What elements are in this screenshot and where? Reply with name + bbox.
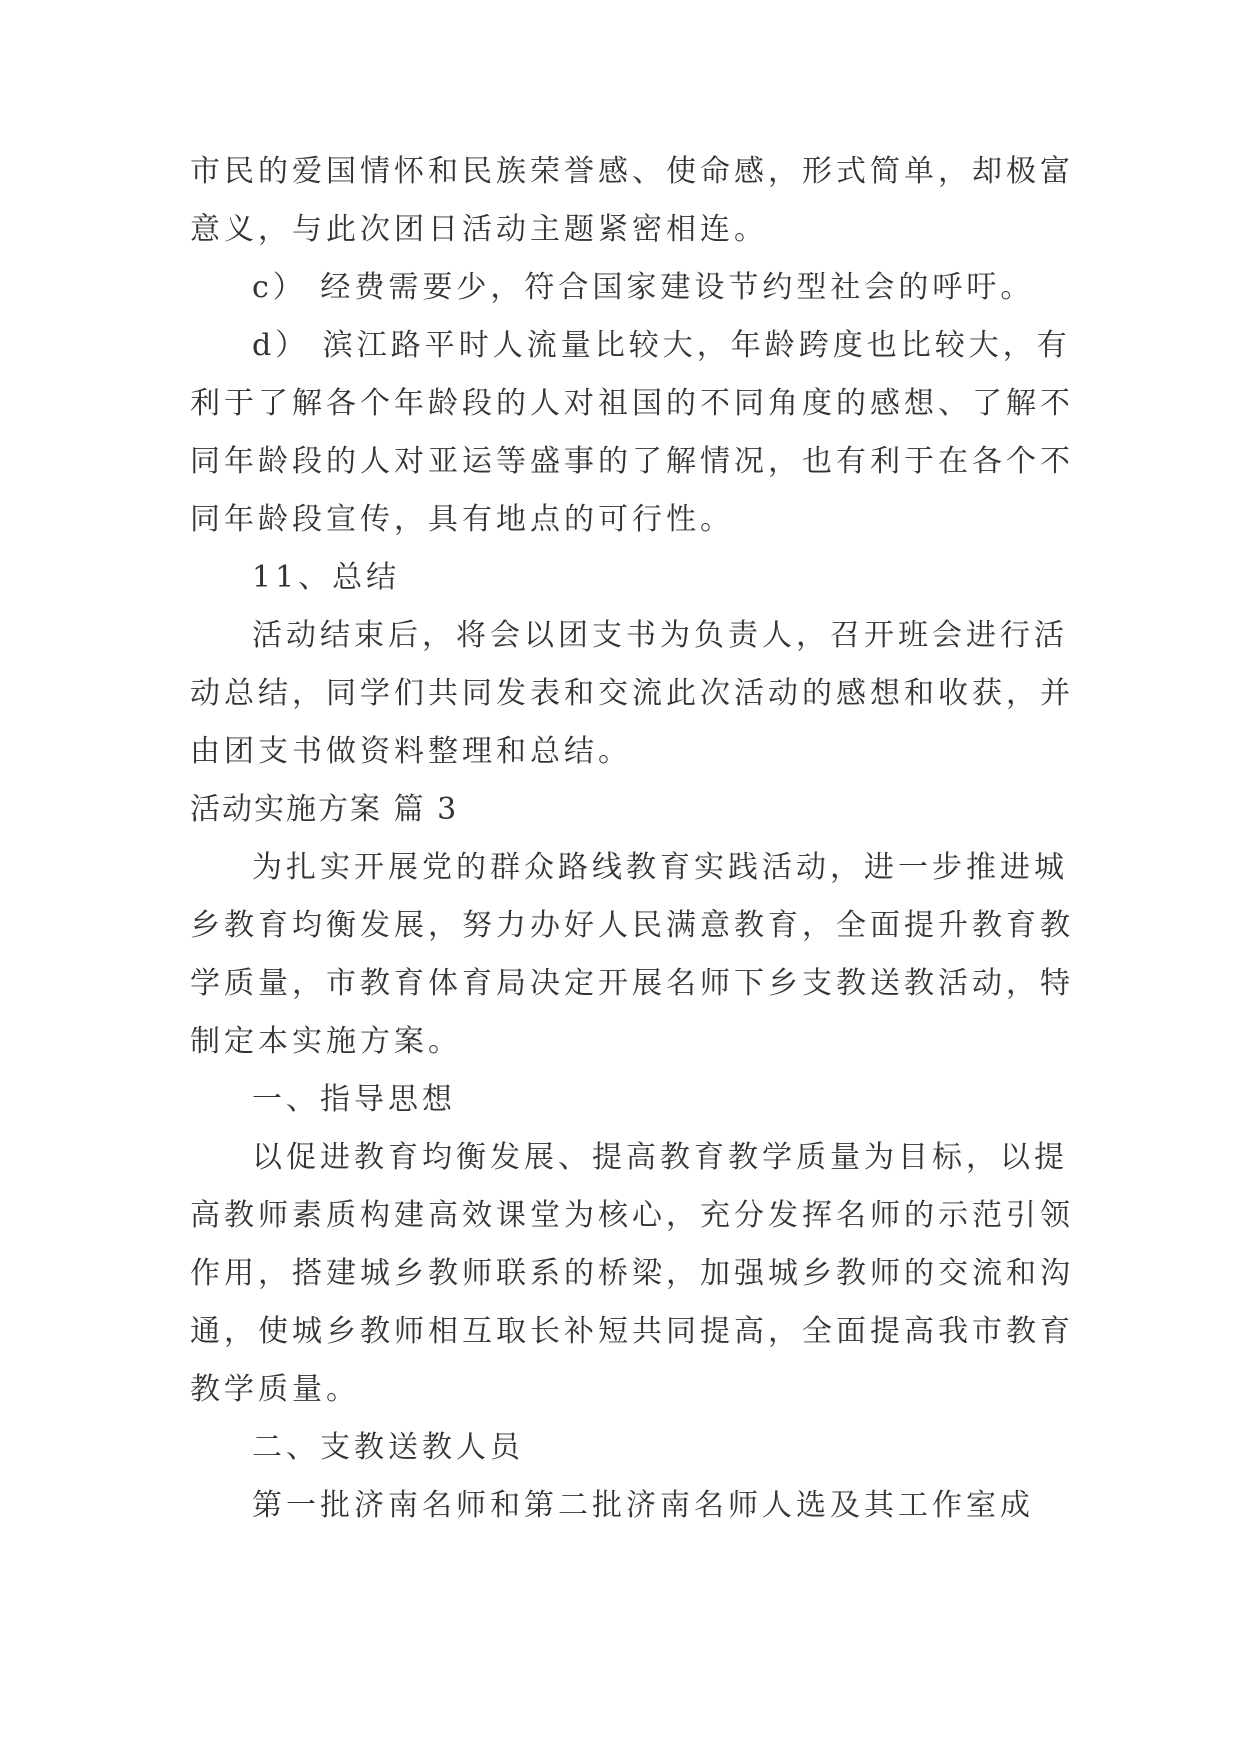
document-body xyxy=(190,143,1074,1535)
paragraph-line: 动总结，同学们共同发表和交流此次活动的感想和收获，并 xyxy=(190,676,1074,711)
paragraph-line: 制定本实施方案。 xyxy=(190,1024,462,1059)
paragraph-line: 利于了解各个年龄段的人对祖国的不同角度的感想、了解不 xyxy=(190,386,1074,421)
paragraph-line: 意义，与此次团日活动主题紧密相连。 xyxy=(190,212,768,247)
paragraph-line: 活动结束后，将会以团支书为负责人，召开班会进行活 xyxy=(252,618,1068,653)
paragraph-line: 教学质量。 xyxy=(190,1372,360,1407)
paragraph-line: 乡教育均衡发展，努力办好人民满意教育，全面提升教育教 xyxy=(190,908,1074,943)
paragraph-line: 作用，搭建城乡教师联系的桥梁，加强城乡教师的交流和沟 xyxy=(190,1256,1074,1291)
paragraph-line: 通，使城乡教师相互取长补短共同提高，全面提高我市教育 xyxy=(190,1314,1074,1349)
list-item-c: c） 经费需要少，符合国家建设节约型社会的呼吁。 xyxy=(252,270,1035,305)
paragraph-line: 由团支书做资料整理和总结。 xyxy=(190,734,632,769)
section-heading-summary: 11、总结 xyxy=(252,560,401,595)
paragraph-line: 为扎实开展党的群众路线教育实践活动，进一步推进城 xyxy=(252,850,1068,885)
paragraph-line: 同年龄段的人对亚运等盛事的了解情况，也有利于在各个不 xyxy=(190,444,1074,479)
section-heading-personnel: 二、支教送教人员 xyxy=(252,1430,524,1465)
paragraph-line: 第一批济南名师和第二批济南名师人选及其工作室成 xyxy=(252,1488,1034,1523)
section-heading-guiding-ideology: 一、指导思想 xyxy=(252,1082,456,1117)
paragraph-line: 以促进教育均衡发展、提高教育教学质量为目标，以提 xyxy=(252,1140,1068,1175)
article-title: 活动实施方案 篇 3 xyxy=(190,792,459,827)
paragraph-line: 同年龄段宣传，具有地点的可行性。 xyxy=(190,502,734,537)
paragraph-line: 高教师素质构建高效课堂为核心，充分发挥名师的示范引领 xyxy=(190,1198,1074,1233)
list-item-d: d） 滨江路平时人流量比较大，年龄跨度也比较大，有 xyxy=(252,328,1071,363)
paragraph-line: 学质量，市教育体育局决定开展名师下乡支教送教活动，特 xyxy=(190,966,1074,1001)
paragraph-line: 市民的爱国情怀和民族荣誉感、使命感，形式简单，却极富 xyxy=(190,154,1074,189)
